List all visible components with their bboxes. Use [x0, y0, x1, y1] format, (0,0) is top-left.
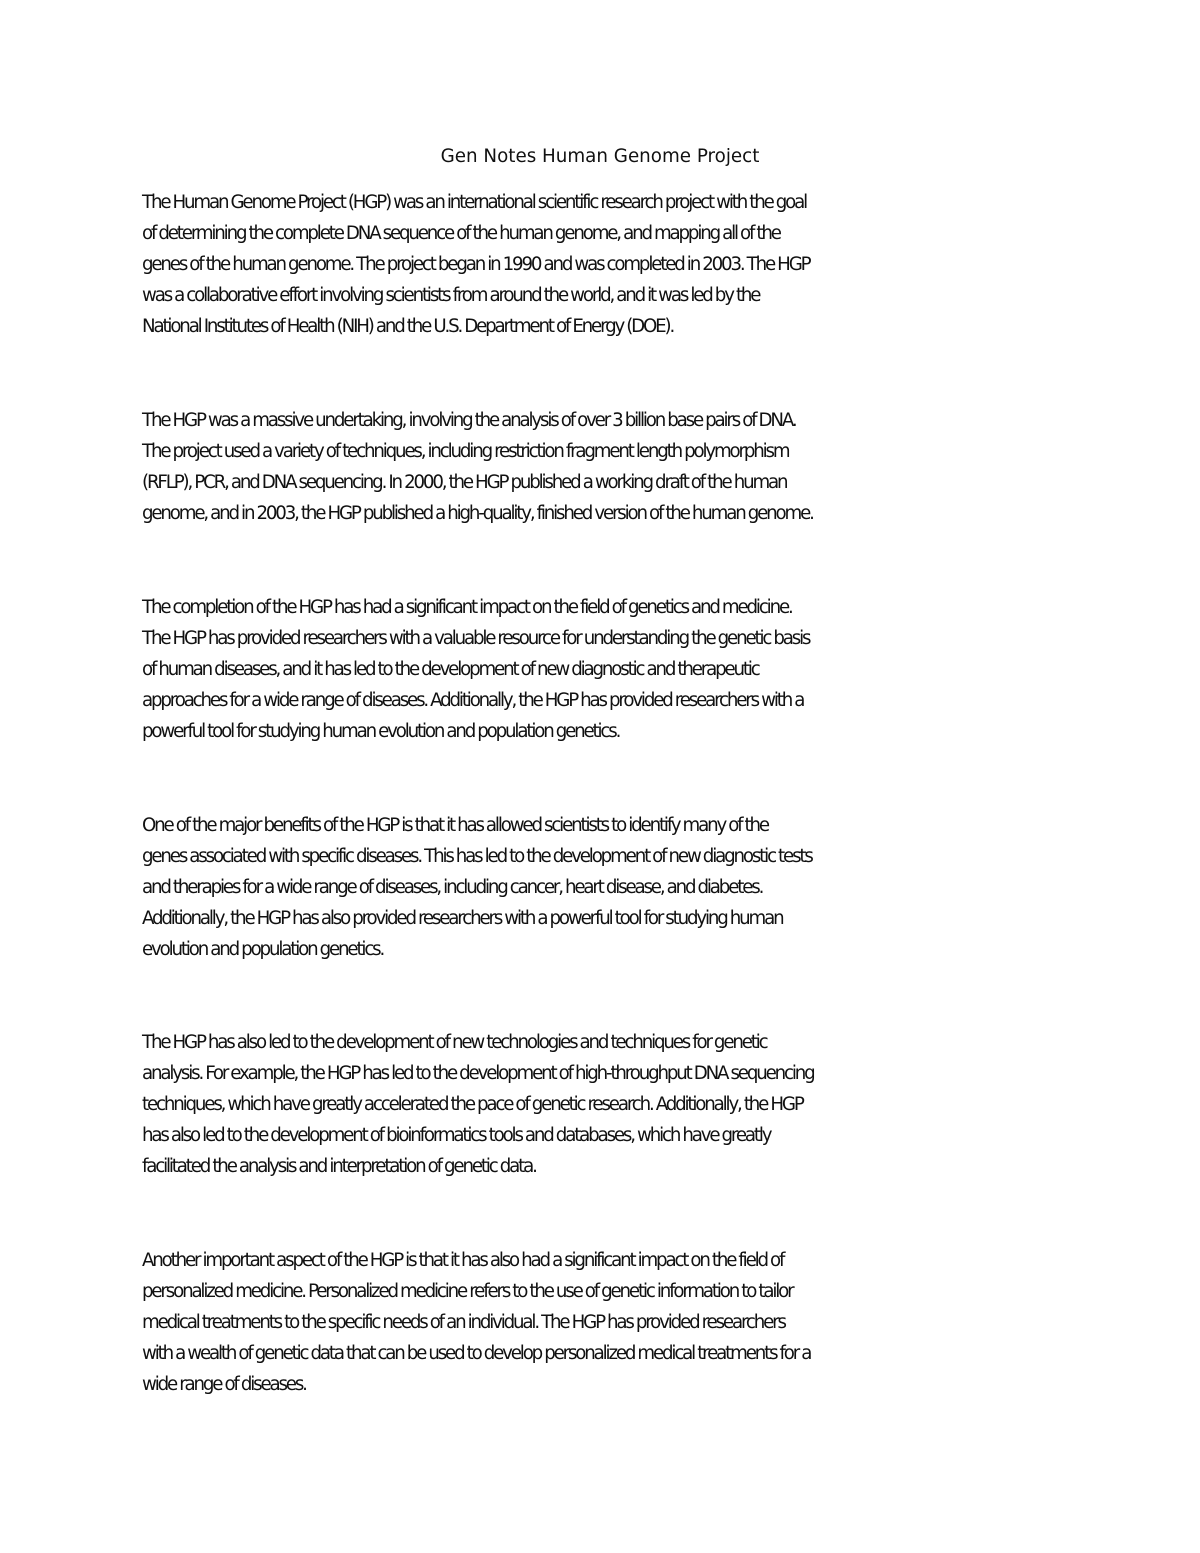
paragraph-line: The HGP has also led to the development of new technologies and techniques for genetic: [142, 1032, 767, 1053]
paragraph-hgp-technologies: [142, 1027, 1062, 1182]
paragraph-hgp-benefits: [142, 810, 1062, 965]
paragraph-line: was a collaborative effort involving scientists from around the world, and it was led by the: [142, 285, 760, 306]
paragraph-line: powerful tool for studying human evolution and population genetics.: [142, 721, 620, 742]
paragraph-line: National Institutes of Health (NIH) and the U.S. Department of Energy (DOE).: [142, 316, 674, 337]
paragraph-line: Another important aspect of the HGP is that it has also had a significant impact on the field of: [142, 1250, 784, 1271]
paragraph-line: The HGP has provided researchers with a valuable resource for understanding the genetic basis: [142, 628, 810, 649]
paragraph-line: medical treatments to the specific needs of an individual. The HGP has provided researchers: [142, 1312, 785, 1333]
paragraph-line: and therapies for a wide range of diseases, including cancer, heart disease, and diabetes.: [142, 877, 763, 898]
paragraph-line: personalized medicine. Personalized medicine refers to the use of genetic information to tailor: [142, 1281, 793, 1302]
paragraph-line: facilitated the analysis and interpretation of genetic data.: [142, 1156, 536, 1177]
paragraph-line: of determining the complete DNA sequence of the human genome, and mapping all of the: [142, 223, 780, 244]
paragraph-line: approaches for a wide range of diseases. Additionally, the HGP has provided researchers with a: [142, 690, 804, 711]
paragraph-line: techniques, which have greatly accelerated the pace of genetic research. Additionally, the HGP: [142, 1094, 803, 1115]
paragraph-line: genome, and in 2003, the HGP published a high-quality, finished version of the human genome.: [142, 503, 813, 524]
paragraph-line: Additionally, the HGP has also provided researchers with a powerful tool for studying human: [142, 908, 783, 929]
paragraph-line: One of the major benefits of the HGP is that it has allowed scientists to identify many of the: [142, 815, 768, 836]
paragraph-line: The Human Genome Project (HGP) was an international scientific research project with the goal: [142, 192, 807, 213]
paragraph-line: genes of the human genome. The project began in 1990 and was completed in 2003. The HGP: [142, 254, 810, 275]
paragraph-line: with a wealth of genetic data that can be used to develop personalized medical treatments for a: [142, 1343, 811, 1364]
paragraph-line: wide range of diseases.: [142, 1374, 306, 1395]
paragraph-hgp-overview: [142, 187, 1062, 342]
paragraph-line: (RFLP), PCR, and DNA sequencing. In 2000, the HGP published a working draft of the human: [142, 472, 787, 493]
paragraph-personalized-medicine: [142, 1245, 1062, 1400]
paragraph-hgp-impact: [142, 592, 1062, 747]
paragraph-line: The completion of the HGP has had a significant impact on the field of genetics and medicine.: [142, 597, 792, 618]
paragraph-line: of human diseases, and it has led to the development of new diagnostic and therapeutic: [142, 659, 759, 680]
paragraph-line: genes associated with specific diseases. This has led to the development of new diagnostic tests: [142, 846, 812, 867]
paragraph-line: analysis. For example, the HGP has led to the development of high-throughput DNA sequencing: [142, 1063, 814, 1084]
paragraph-line: has also led to the development of bioinformatics tools and databases, which have greatly: [142, 1125, 771, 1146]
paragraph-line: evolution and population genetics.: [142, 939, 384, 960]
paragraph-hgp-techniques: [142, 405, 1062, 529]
paragraph-line: The project used a variety of techniques, including restriction fragment length polymorphism: [142, 441, 789, 462]
document-title: Gen Notes Human Genome Project: [440, 146, 760, 167]
paragraph-line: The HGP was a massive undertaking, involving the analysis of over 3 billion base pairs of DNA.: [142, 410, 796, 431]
